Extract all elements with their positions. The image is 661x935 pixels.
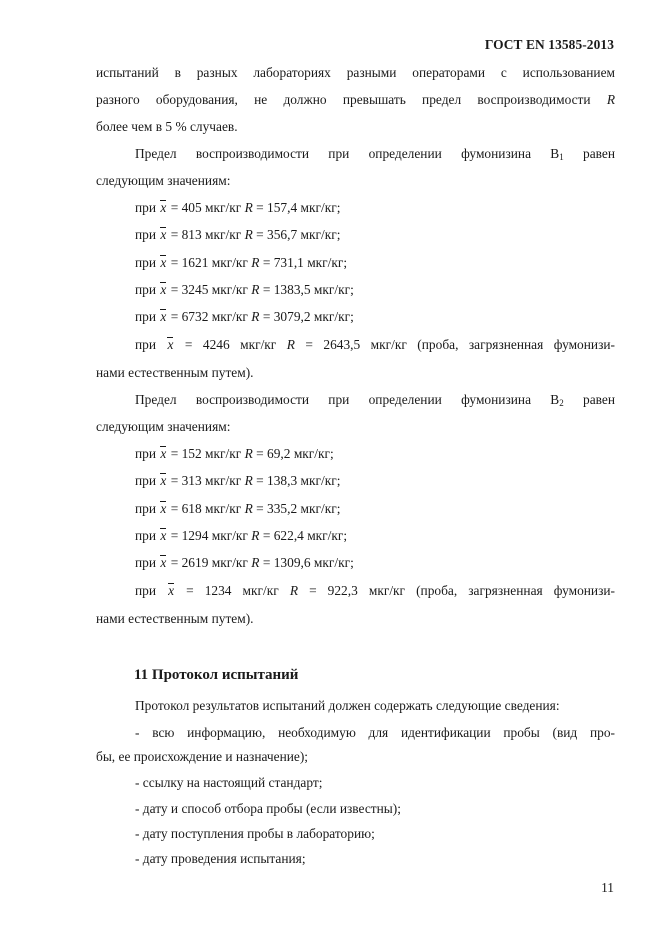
formula-label: при [135, 200, 157, 215]
section-11-item-1a: - всю информацию, необходимую для идентификации пробы (вид про- [135, 725, 615, 740]
reproducibility-symbol: R [251, 527, 260, 543]
reproducibility-symbol: R [251, 309, 260, 325]
reproducibility-value: = 138,3 мкг/кг; [256, 473, 341, 489]
section-11-item-1b: бы, ее происхождение и назначение); [96, 749, 309, 764]
formula-row [135, 554, 354, 572]
reproducibility-symbol: R [251, 555, 260, 571]
reproducibility-value: = 3079,2 мкг/кг; [262, 309, 354, 325]
reproducibility-value: = 731,1 мкг/кг; [262, 254, 348, 270]
formula-label: при [135, 473, 157, 489]
mean-symbol: x [160, 473, 167, 489]
mean-symbol: x [160, 227, 167, 243]
reproducibility-value: = 157,4 мкг/кг; [256, 200, 341, 215]
intro-line-3: более чем в 5 % случаев. [96, 119, 238, 134]
formula-label: при [135, 555, 157, 571]
reproducibility-symbol: R [244, 473, 253, 489]
reproducibility-symbol: R [244, 500, 253, 516]
section-11-item-4: - дату поступления пробы в лабораторию; [135, 826, 375, 841]
mean-value: = 152 мкг/кг [170, 446, 242, 461]
formula-label: при [135, 254, 157, 270]
formula-row [135, 472, 340, 490]
mean-symbol: x [160, 555, 167, 571]
reproducibility-symbol: R [244, 446, 253, 461]
mean-value: = 2619 мкг/кг [170, 555, 248, 571]
formula-row [135, 445, 334, 463]
mean-symbol: x [160, 254, 167, 270]
mean-symbol: x [160, 500, 167, 516]
formula-label: при [135, 527, 157, 543]
mean-value: = 4246 мкг/кг [184, 336, 277, 352]
page-number: 11 [601, 880, 614, 895]
reproducibility-symbol: R [289, 582, 298, 598]
reproducibility-value: = 335,2 мкг/кг; [256, 500, 341, 516]
mean-value: = 405 мкг/кг [170, 200, 242, 215]
section-11-title: 11 Протокол испытаний [134, 667, 299, 683]
section-b2-line-1: Предел воспроизводимости при определении фумонизина $В_2$ равен [135, 392, 615, 408]
reproducibility-symbol: R [251, 281, 260, 297]
formula-label: при [135, 500, 157, 516]
mean-symbol: x [160, 200, 167, 215]
formula-row [135, 527, 347, 545]
mean-value: = 1234 мкг/кг [186, 582, 279, 598]
section-11-intro: Протокол результатов испытаний должен содержать следующие сведения: [135, 698, 560, 713]
intro-line-1: испытаний в разных лабораториях разными операторами с использованием [96, 65, 615, 80]
mean-symbol: x [160, 309, 167, 325]
reproducibility-value: = 1309,6 мкг/кг; [262, 555, 354, 571]
formula-label: при [135, 336, 157, 352]
mean-value: = 313 мкг/кг [170, 473, 242, 489]
mean-value: = 813 мкг/кг [170, 227, 242, 243]
formula-row [135, 500, 340, 518]
formula-row [135, 199, 340, 217]
b2-continuation: нами естественным путем). [96, 611, 254, 626]
section-11-item-5: - дату проведения испытания; [135, 851, 306, 866]
mean-symbol: x [168, 582, 175, 598]
formula-row [135, 308, 354, 326]
formula-row [135, 281, 354, 299]
formula-label: при [135, 309, 157, 325]
mean-value: = 3245 мкг/кг [170, 281, 248, 297]
section-b1-line-1: Предел воспроизводимости при определении фумонизина $В_1$ равен [135, 146, 615, 162]
formula-row [135, 226, 340, 244]
intro-line-2: разного оборудования, не должно превышать предел воспроизводимости R [96, 92, 616, 107]
formula-label: при [135, 446, 157, 461]
reproducibility-value: = 622,4 мкг/кг; [262, 527, 348, 543]
reproducibility-value: = 922,3 мкг/кг (проба, загрязненная фумонизи- [309, 582, 616, 598]
formula-label: при [135, 582, 157, 598]
mean-value: = 6732 мкг/кг [170, 309, 248, 325]
mean-value: = 1294 мкг/кг [170, 527, 248, 543]
formula-label: при [135, 227, 157, 243]
mean-value: = 1621 мкг/кг [170, 254, 248, 270]
reproducibility-symbol: R [251, 254, 260, 270]
mean-value: = 618 мкг/кг [170, 500, 242, 516]
reproducibility-value: = 69,2 мкг/кг; [256, 446, 334, 461]
b1-continuation: нами естественным путем). [96, 365, 254, 380]
mean-symbol: x [167, 336, 174, 352]
formula-row [135, 254, 347, 272]
section-11-item-2: - ссылку на настоящий стандарт; [135, 775, 323, 790]
mean-symbol: x [160, 281, 167, 297]
section-11-item-3: - дату и способ отбора пробы (если известны); [135, 801, 401, 816]
mean-symbol: x [160, 527, 167, 543]
reproducibility-value: = 2643,5 мкг/кг (проба, загрязненная фумонизи- [305, 336, 615, 352]
formula-label: при [135, 281, 157, 297]
reproducibility-symbol: R [244, 227, 253, 243]
reproducibility-symbol: R [244, 200, 253, 215]
formula-row [135, 582, 615, 600]
section-b1-line-2: следующим значениям: [96, 173, 231, 188]
reproducibility-value: = 356,7 мкг/кг; [256, 227, 341, 243]
reproducibility-symbol: R [286, 336, 295, 352]
reproducibility-value: = 1383,5 мкг/кг; [262, 281, 354, 297]
mean-symbol: x [160, 446, 167, 461]
section-b2-line-2: следующим значениям: [96, 419, 231, 434]
document-header: ГОСТ EN 13585-2013 [484, 37, 614, 52]
formula-row [135, 336, 615, 354]
